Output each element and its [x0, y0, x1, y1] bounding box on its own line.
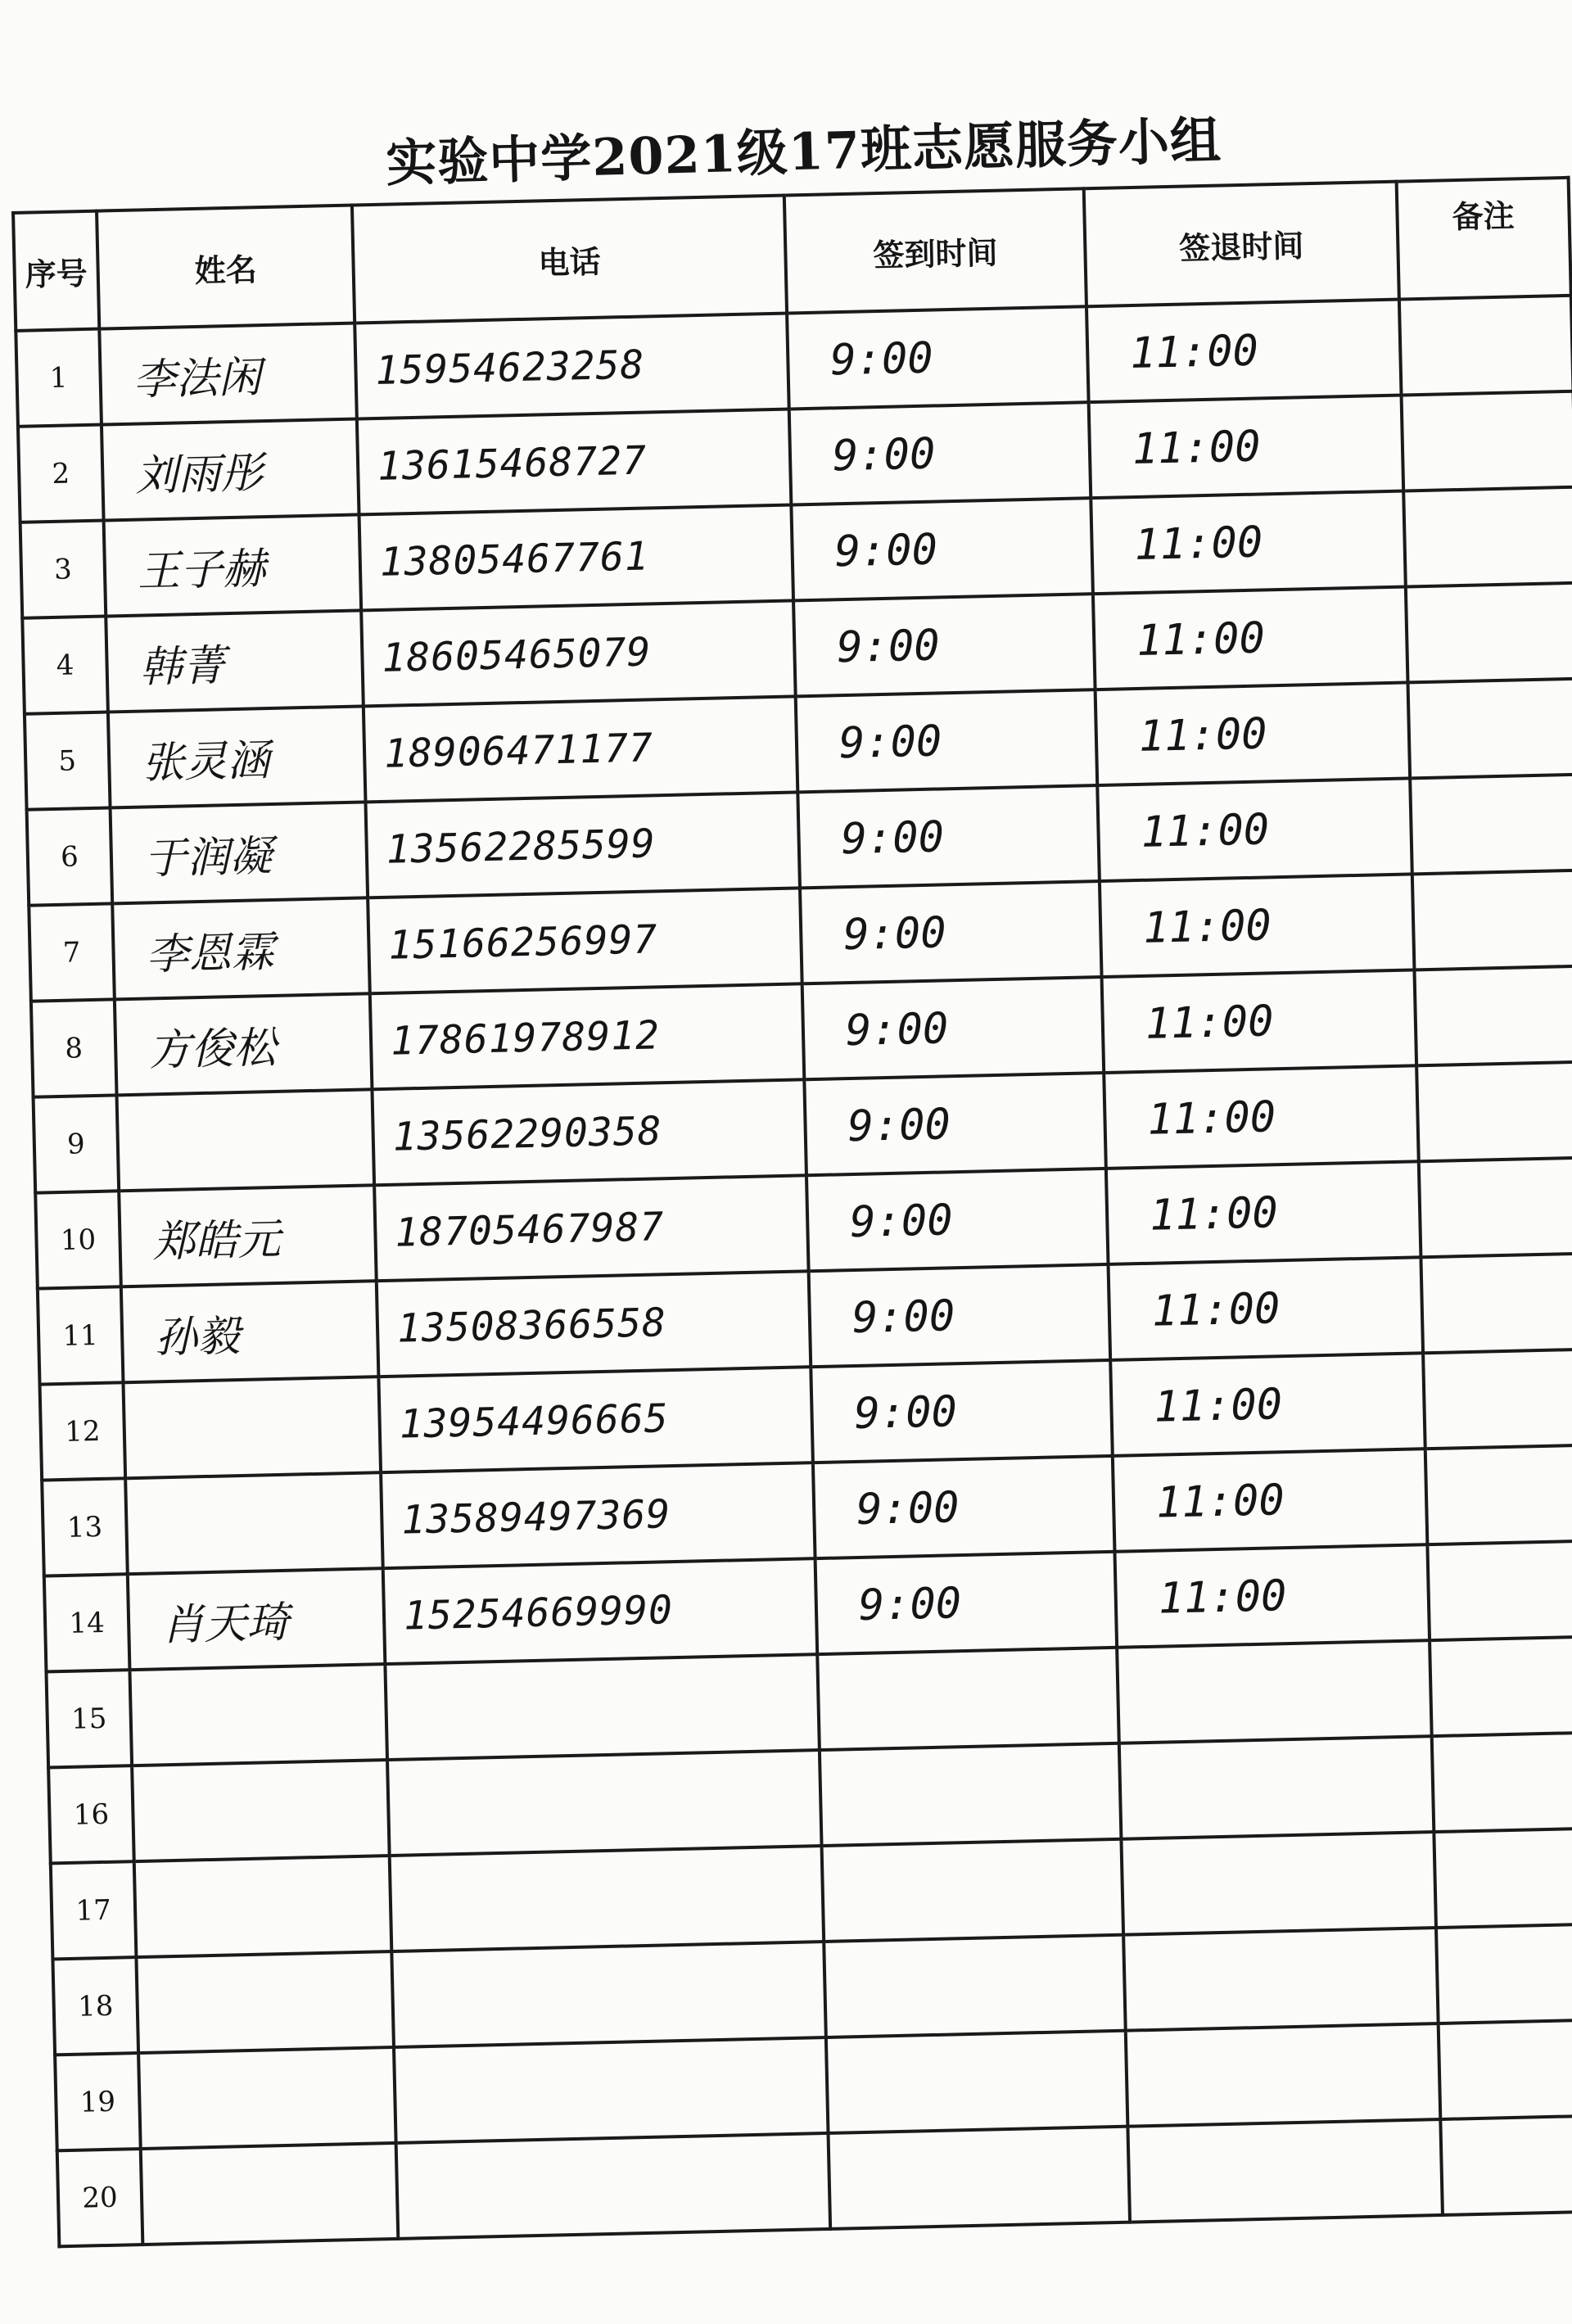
header-name: 姓名	[97, 206, 355, 329]
row-note	[1430, 1636, 1572, 1736]
row-sign-out	[1119, 1736, 1434, 1839]
row-note	[1419, 1158, 1572, 1258]
row-sign-out: 11:00	[1104, 1065, 1419, 1169]
row-sign-in: 9:00	[804, 1073, 1106, 1175]
row-name: 张灵涵	[108, 706, 366, 807]
row-name	[132, 1760, 390, 1861]
row-index: 3	[20, 521, 106, 618]
row-sign-in: 9:00	[800, 881, 1102, 983]
row-phone	[394, 2037, 829, 2143]
row-name: 李恩霖	[112, 897, 370, 999]
row-sign-in: 9:00	[811, 1360, 1113, 1463]
row-sign-in	[829, 2127, 1131, 2229]
row-sign-in: 9:00	[787, 306, 1089, 409]
row-index: 9	[34, 1095, 120, 1192]
row-phone	[390, 1846, 824, 1951]
row-sign-out: 11:00	[1093, 586, 1408, 690]
row-index: 17	[51, 1861, 137, 1959]
row-index: 18	[52, 1957, 138, 2055]
row-phone	[387, 1750, 822, 1856]
row-name	[117, 1089, 375, 1191]
header-phone: 电话	[352, 196, 787, 323]
row-index: 7	[29, 903, 115, 1001]
row-sign-out	[1117, 1640, 1432, 1743]
row-index: 5	[25, 712, 111, 809]
row-note	[1425, 1445, 1572, 1544]
row-sign-out: 11:00	[1086, 300, 1402, 403]
row-sign-out: 11:00	[1089, 396, 1404, 499]
row-phone	[396, 2133, 831, 2239]
row-note	[1410, 775, 1572, 875]
row-phone: 13954496665	[378, 1367, 813, 1472]
row-sign-in: 9:00	[813, 1456, 1115, 1558]
row-sign-out: 11:00	[1095, 682, 1411, 785]
row-note	[1406, 583, 1572, 683]
row-sign-in	[824, 1935, 1126, 2037]
header-index: 序号	[13, 211, 99, 331]
row-name: 于润凝	[111, 802, 368, 903]
row-sign-out	[1126, 2023, 1441, 2127]
row-sign-out	[1121, 1832, 1436, 1935]
row-note	[1427, 1540, 1572, 1640]
table-body	[16, 296, 1572, 2247]
row-name	[129, 1664, 387, 1766]
row-phone	[385, 1654, 820, 1760]
row-sign-in: 9:00	[789, 402, 1091, 504]
row-name	[123, 1377, 381, 1478]
document-title: 实验中学2021级17班志愿服务小组	[385, 110, 1222, 193]
row-index: 13	[42, 1478, 128, 1576]
row-phone	[391, 1942, 826, 2047]
row-index: 1	[16, 329, 102, 427]
row-name: 韩菁	[106, 610, 364, 712]
row-phone: 18906471177	[364, 696, 798, 802]
row-sign-out	[1123, 1928, 1439, 2031]
row-phone: 15954623258	[355, 314, 789, 419]
row-note	[1436, 1924, 1572, 2023]
row-name	[138, 2047, 396, 2149]
row-phone: 18705467987	[374, 1175, 809, 1281]
row-sign-in	[820, 1743, 1122, 1846]
row-note	[1399, 296, 1572, 396]
row-name	[134, 1856, 392, 1957]
row-note	[1414, 966, 1572, 1066]
row-name	[141, 2143, 399, 2245]
row-index: 19	[55, 2053, 141, 2150]
row-phone: 13805467761	[359, 504, 794, 610]
row-sign-in: 9:00	[806, 1169, 1109, 1271]
row-index: 20	[57, 2149, 143, 2246]
row-index: 6	[27, 807, 113, 905]
row-note	[1412, 870, 1572, 970]
row-sign-in	[817, 1648, 1119, 1750]
row-note	[1421, 1254, 1572, 1354]
row-phone: 15254669990	[383, 1558, 818, 1664]
row-index: 12	[40, 1382, 126, 1480]
row-sign-in: 9:00	[802, 977, 1104, 1079]
row-note	[1402, 391, 1572, 491]
header-sign-out: 签退时间	[1084, 182, 1399, 307]
row-note	[1440, 2115, 1572, 2215]
row-sign-out: 11:00	[1102, 970, 1417, 1073]
row-note	[1407, 679, 1572, 779]
row-sign-in	[822, 1839, 1124, 1942]
header-sign-in: 签到时间	[784, 188, 1086, 313]
row-note	[1432, 1732, 1572, 1832]
row-index: 16	[48, 1766, 134, 1863]
row-sign-in: 9:00	[793, 594, 1095, 696]
row-note	[1439, 2019, 1572, 2119]
row-sign-out: 11:00	[1114, 1544, 1430, 1648]
row-sign-out: 11:00	[1110, 1353, 1425, 1456]
row-index: 14	[44, 1574, 130, 1671]
row-name: 李法闲	[99, 323, 357, 425]
row-note	[1416, 1062, 1572, 1162]
row-phone: 13589497369	[381, 1463, 815, 1568]
row-name: 郑皓元	[119, 1185, 377, 1286]
row-sign-in: 9:00	[815, 1552, 1118, 1654]
row-sign-out: 11:00	[1097, 778, 1412, 881]
row-note	[1403, 487, 1572, 587]
row-name	[136, 1951, 394, 2053]
row-sign-in: 9:00	[809, 1264, 1111, 1367]
row-name: 刘雨彤	[102, 418, 359, 520]
row-sign-out: 11:00	[1100, 874, 1415, 977]
row-index: 2	[18, 425, 104, 522]
row-sign-in	[826, 2031, 1128, 2133]
row-sign-out: 11:00	[1109, 1257, 1424, 1360]
row-phone: 18605465079	[361, 600, 796, 706]
row-sign-in: 9:00	[796, 690, 1098, 792]
row-phone: 13615468727	[357, 409, 792, 515]
row-phone: 13562290358	[372, 1079, 806, 1185]
row-index: 15	[46, 1670, 132, 1767]
row-name: 王子赫	[104, 514, 362, 616]
row-sign-out	[1127, 2119, 1443, 2222]
row-sign-out: 11:00	[1091, 491, 1406, 595]
row-sign-out: 11:00	[1113, 1449, 1428, 1552]
row-index: 4	[22, 617, 108, 714]
row-phone: 17861978912	[370, 983, 805, 1089]
row-sign-in: 9:00	[791, 498, 1093, 600]
row-name	[125, 1472, 383, 1574]
row-sign-out: 11:00	[1106, 1161, 1421, 1264]
row-name: 孙毅	[121, 1281, 379, 1382]
row-name: 肖天琦	[128, 1568, 386, 1670]
roster-table	[11, 176, 1572, 2249]
header-note: 备注	[1397, 178, 1571, 300]
row-index: 8	[31, 999, 117, 1096]
row-phone: 15166256997	[368, 888, 802, 993]
row-sign-in: 9:00	[797, 785, 1100, 888]
row-phone: 13508366558	[377, 1271, 811, 1377]
row-index: 11	[38, 1286, 124, 1384]
row-note	[1423, 1349, 1572, 1449]
row-phone: 13562285599	[365, 792, 800, 897]
roster-table-wrapper	[11, 176, 1572, 2249]
row-name: 方俊松	[115, 993, 373, 1095]
row-index: 10	[35, 1191, 121, 1288]
row-note	[1434, 1828, 1572, 1928]
